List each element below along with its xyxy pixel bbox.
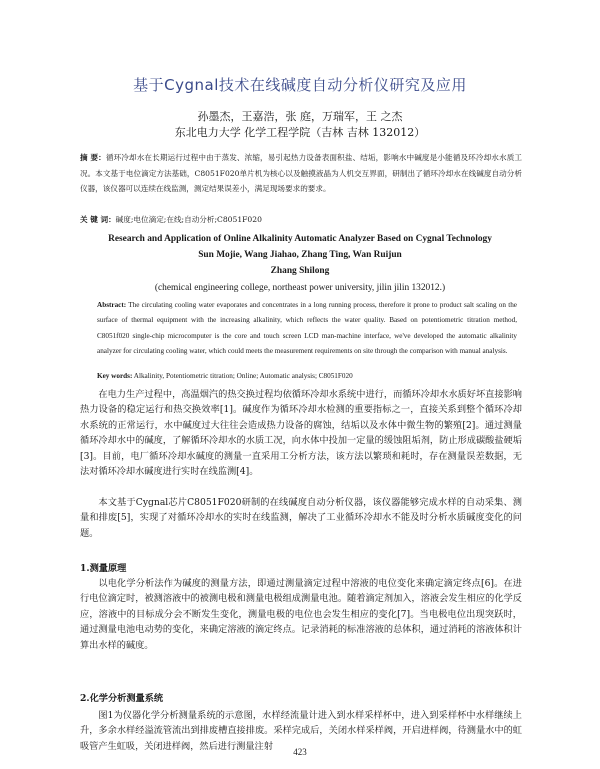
title-english: Research and Application of Online Alkalinity Automatic Analyzer Based on Cygnal Technology	[108, 234, 492, 244]
section-heading-2: 2.化学分析测量系统	[80, 693, 164, 704]
affiliation-chinese: 东北电力大学 化学工程学院（吉林 吉林 132012）	[174, 126, 426, 139]
affiliation-english: (chemical engineering college, northeast power university, jilin jilin 132012.)	[154, 283, 446, 293]
abstract-chinese	[80, 150, 522, 197]
authors-chinese: 孙墨杰，王嘉浩，张 庭，万瑞军，王 之杰	[197, 110, 403, 123]
section-heading-1: 1.测量原理	[80, 563, 127, 574]
author-english-last: Zhang Shilong	[270, 266, 330, 276]
section-2-paragraph: 图1为仪器化学分析测量系统的示意图，水样经流量计进入到水样采样杯中，进入到采样杯中水样继续上升，多余水样经溢流管流出到排废槽直接排废。采样完成后，关闭水样采样阀，开启进样阀，待测量水中的虹吸管产生虹吸，关闭进样阀，然后进行测量注射	[80, 710, 522, 752]
section-1-paragraph: 以电化学分析法作为碱度的测量方法，即通过测量滴定过程中溶液的电位变化来确定滴定终点[6]。在进行电位滴定时，被测溶液中的被测电极和测量电极组成测量电池。随着滴定剂加入，溶液会发生相应的化学反应，溶液中的目标成分会不断发生变化，测量电极的电位也会发生相应的变化[7]。当电极电位出现突跃时，通过测量电池电动势的变化，来确定溶液的滴定终点。记录消耗的标准溶液的总体积，通过消耗的溶液体积计算出水样的碱度。	[80, 578, 522, 651]
keywords-chinese	[80, 214, 522, 225]
abstract-chinese-label: 摘 要：	[80, 153, 106, 162]
authors-english: Sun Mojie, Wang Jiahao, Zhang Ting, Wan Ruijun	[198, 250, 402, 260]
keywords-chinese-text: 碱度;电位滴定;在线;自动分析;C8051F020	[115, 215, 262, 224]
abstract-chinese-text: 循环冷却水在长期运行过程中由于蒸发、浓缩，易引起热力设备表面积盐、结垢，影响水中碱度是小能循及环冷却水水质工况。本文基于电位滴定方法基础，C8051F020单片机为核心以及触摸液晶为人机交互界面，研制出了循环冷却水在线碱度自动分析仪器，该仪器可以连续在线监测，测定结果误差小，满足现场要求的要求。	[80, 153, 522, 194]
keywords-chinese-label: 关 键 词：	[80, 215, 116, 224]
abstract-english	[97, 298, 517, 360]
intro-paragraph-1: 在电力生产过程中，高温烟汽的热交换过程均依循环冷却水系统中进行，而循环冷却水水质好坏直接影响热力设备的稳定运行和热交换效率[1]。碱度作为循环冷却水检测的重要指标之一，直接关系到整个循环冷却水系统的正常运行，水中碱度过大往往会造成热力设备的腐蚀，结垢以及水体中微生物的繁殖[2]。通过测量循环冷却水中的碱度，了解循环冷却水的水质工况，向水体中投加一定量的缓蚀阻垢剂，防止形成碳酸盐硬垢[3]。目前，电厂循环冷却水碱度的测量一直采用工分析方法，该方法以繁琐和耗时，存在测量误差数据，无法对循环冷却水碱度进行实时在线监测[4]。	[80, 389, 522, 478]
keywords-english	[97, 372, 517, 380]
keywords-english-label: Key words:	[97, 372, 133, 380]
intro-paragraph-2: 本文基于Cygnal芯片C8051F020研制的在线碱度自动分析仪器，该仪器能够完成水样的自动采集、测量和排废[5]，实现了对循环冷却水的实时在线监测，解决了工业循环冷却水不能及时分析水质碱度变化的问题。	[80, 497, 522, 539]
title-chinese: 基于Cygnal技术在线碱度自动分析仪研究及应用	[133, 76, 467, 94]
abstract-english-text: The circulating cooling water evaporates and concentrates in a long running process, therefore it prone to product salt scaling on the surface of thermal equipment with the increasing alkalinity, which reflects the water quality. Based on potentiometric titration method, C8051f020 single-chip microcomputer is the core and touch screen LCD man-machine interface, we've developed the automatic alkalinity analyzer for circulating cooling water, which could meets the measurement requirements on site through the comparison with manual analysis.	[97, 301, 518, 356]
page-number: 423	[293, 747, 307, 757]
keywords-english-text: Alkalinity, Potentiometric titration; Online; Automatic analysis; C8051F020	[133, 372, 353, 380]
abstract-english-label: Abstract:	[97, 301, 127, 309]
